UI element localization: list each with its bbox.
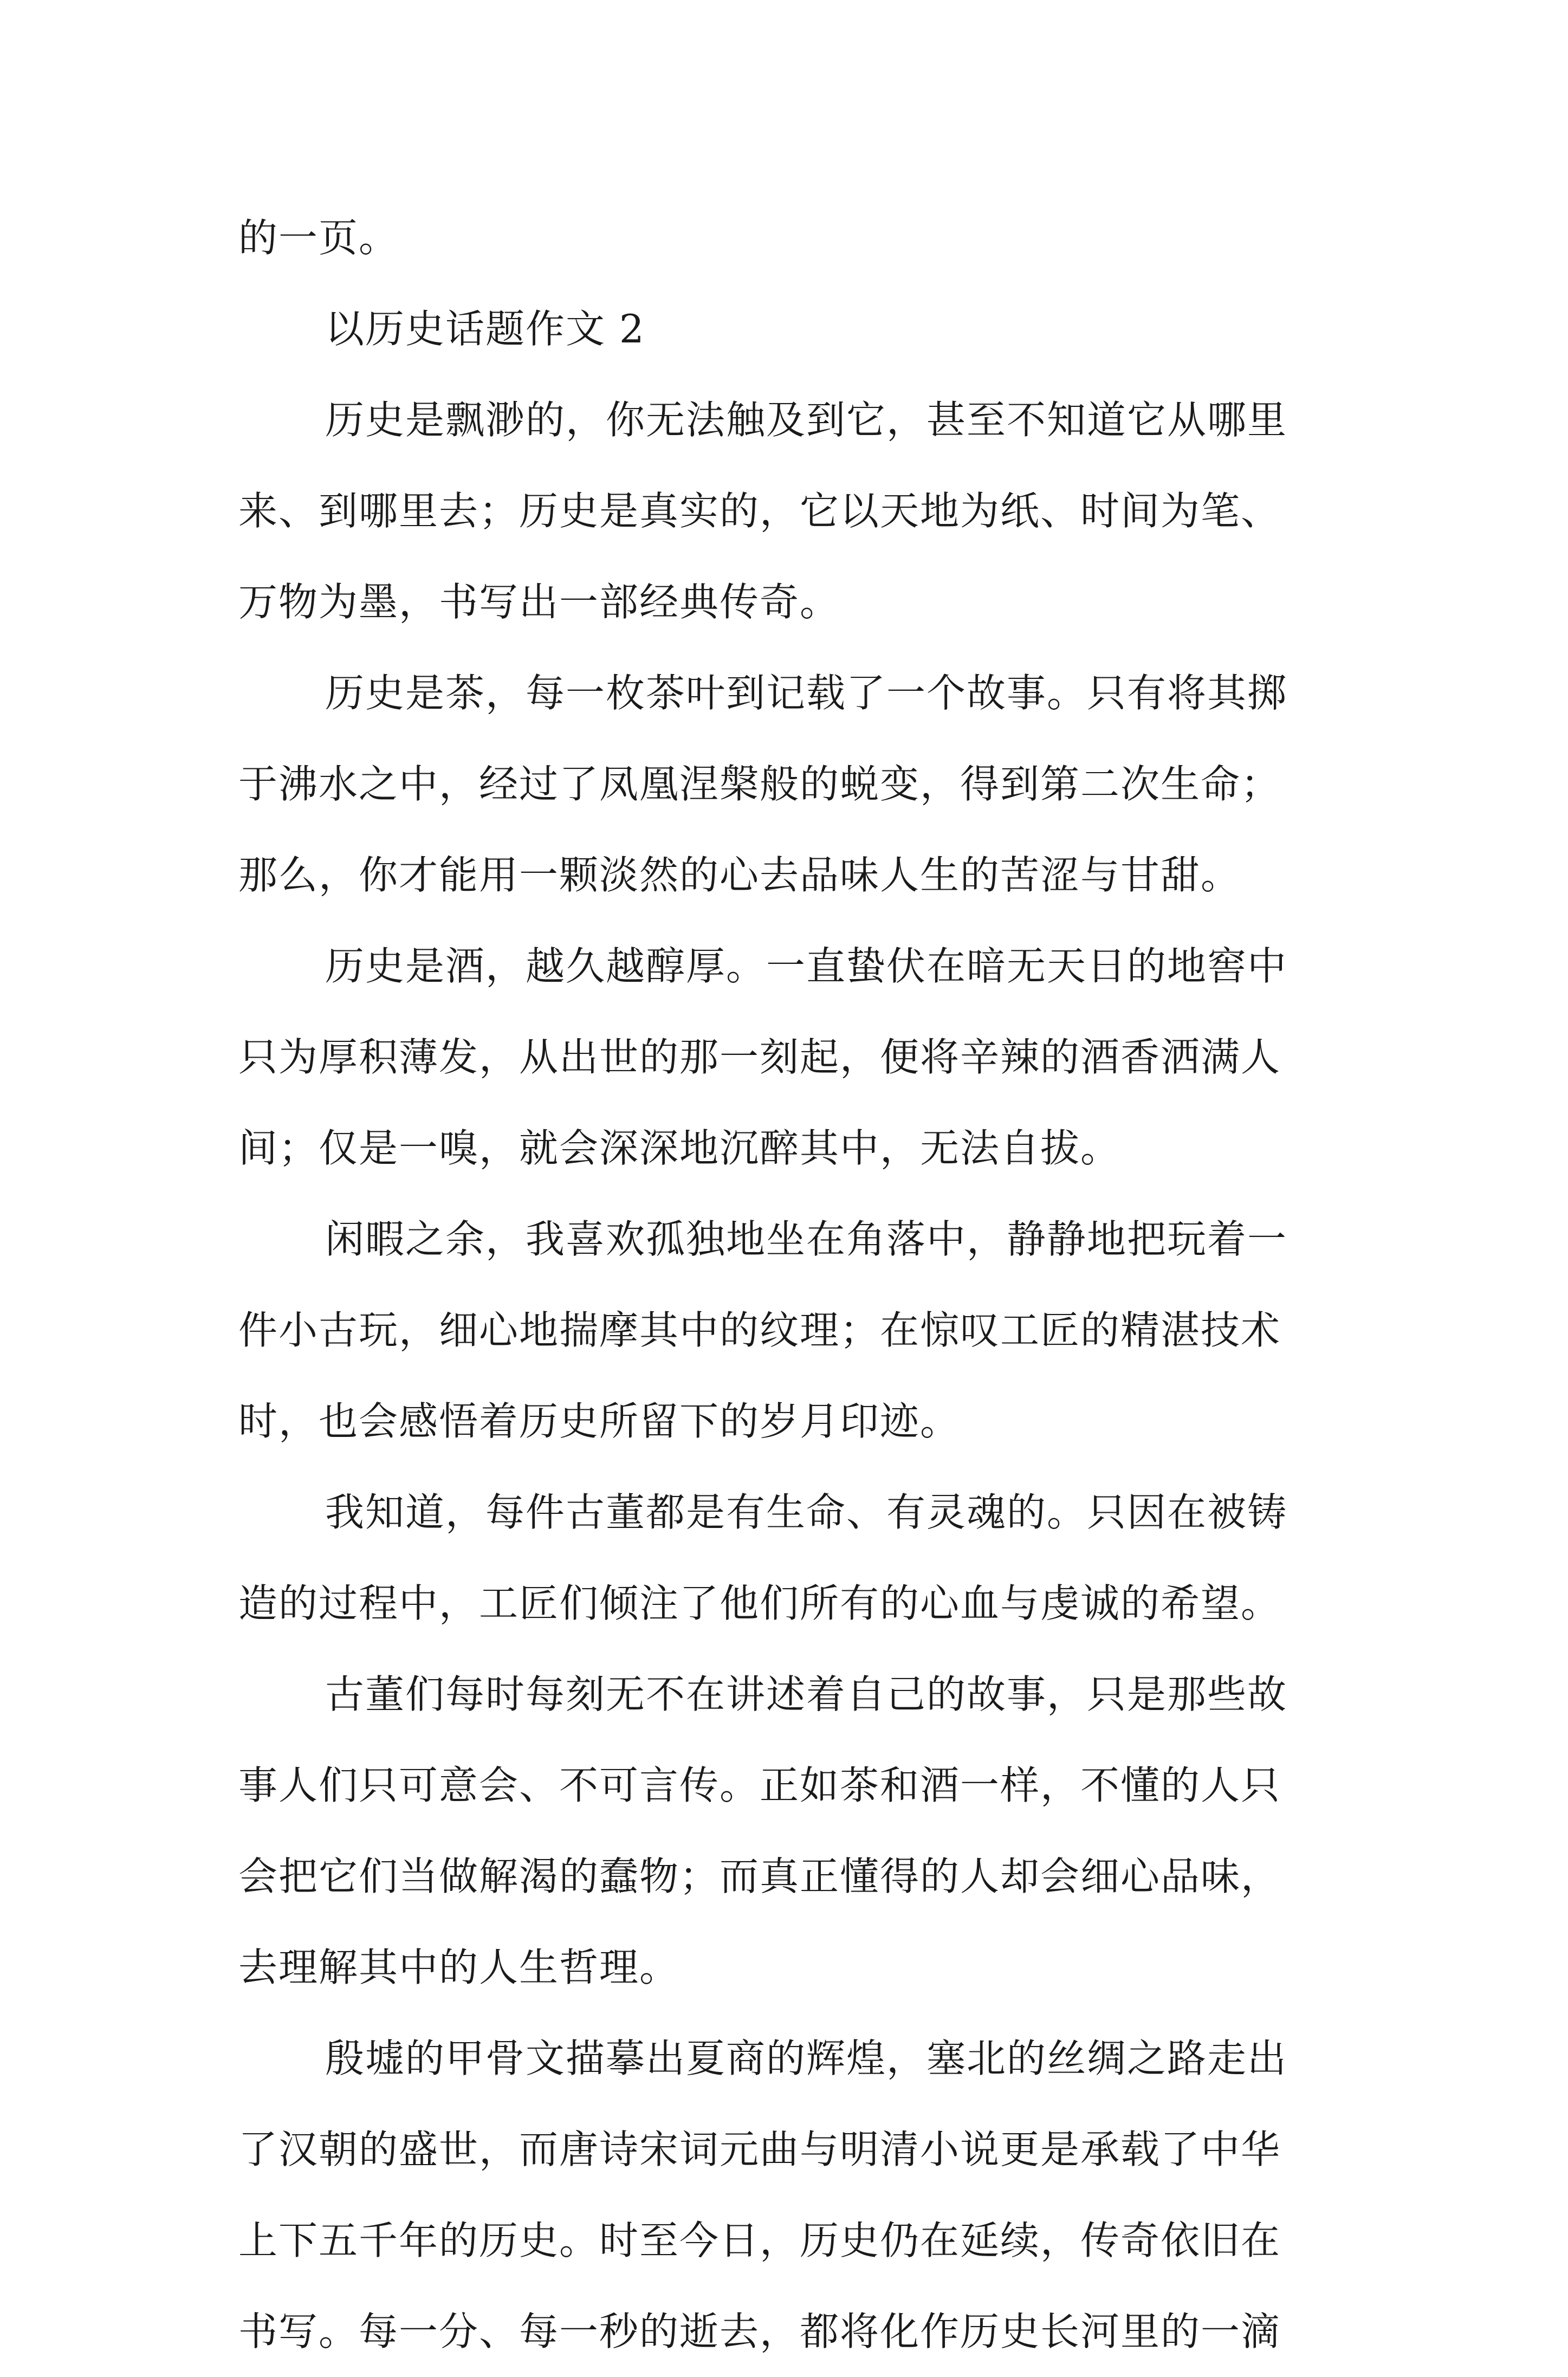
text-line: 那么，你才能用一颗淡然的心去品味人生的苦涩与甘甜。: [238, 852, 1241, 898]
text-line: 会把它们当做解渴的蠢物；而真正懂得的人却会细心品味，: [238, 1854, 1281, 1899]
text-line: 闲暇之余，我喜欢孤独地坐在角落中，静静地把玩着一: [325, 1216, 1288, 1262]
essay-body: [238, 192, 1355, 2377]
text-line: 的一页。: [238, 215, 399, 261]
text-line: 只为厚积薄发，从出世的那一刻起，便将辛辣的酒香洒满人: [238, 1034, 1281, 1080]
text-line: 万物为墨，书写出一部经典传奇。: [238, 579, 840, 625]
text-line: 间；仅是一嗅，就会深深地沉醉其中，无法自拔。: [238, 1125, 1121, 1171]
text-line: 时，也会感悟着历史所留下的岁月印迹。: [238, 1398, 961, 1444]
text-line: 殷墟的甲骨文描摹出夏商的辉煌，塞北的丝绸之路走出: [325, 2036, 1288, 2081]
section-heading: 以历史话题作文 2: [325, 306, 645, 352]
text-line: 于沸水之中，经过了凤凰涅槃般的蜕变，得到第二次生命；: [238, 761, 1281, 807]
text-line: 件小古玩，细心地揣摩其中的纹理；在惊叹工匠的精湛技术: [238, 1307, 1281, 1353]
text-line: 造的过程中，工匠们倾注了他们所有的心血与虔诚的希望。: [238, 1581, 1281, 1626]
text-line: 书写。每一分、每一秒的逝去，都将化作历史长河里的一滴: [238, 2309, 1281, 2354]
text-line: 事人们只可意会、不可言传。正如茶和酒一样，不懂的人只: [238, 1763, 1281, 1808]
text-line: 历史是茶，每一枚茶叶到记载了一个故事。只有将其掷: [325, 670, 1288, 716]
text-line: 来、到哪里去；历史是真实的，它以天地为纸、时间为笔、: [238, 488, 1281, 534]
text-line: 古董们每时每刻无不在讲述着自己的故事，只是那些故: [325, 1672, 1288, 1717]
text-line: 去理解其中的人生哲理。: [238, 1945, 680, 1990]
text-line: 了汉朝的盛世，而唐诗宋词元曲与明清小说更是承载了中华: [238, 2127, 1281, 2172]
text-line: 上下五千年的历史。时至今日，历史仍在延续，传奇依旧在: [238, 2218, 1281, 2263]
text-line: 历史是酒，越久越醇厚。一直蛰伏在暗无天日的地窖中: [325, 943, 1288, 989]
text-line: 历史是飘渺的，你无法触及到它，甚至不知道它从哪里: [325, 397, 1288, 443]
text-line: 我知道，每件古董都是有生命、有灵魂的。只因在被铸: [325, 1489, 1288, 1535]
